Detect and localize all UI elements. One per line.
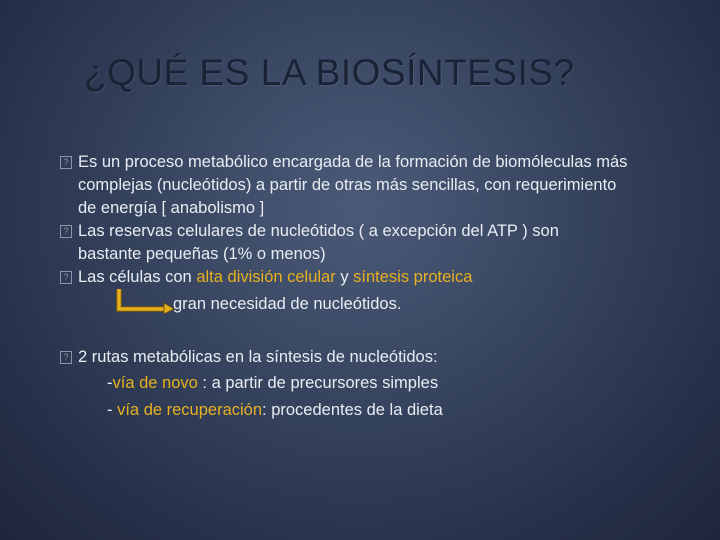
- route-de-novo: [107, 372, 438, 394]
- slide-title: ¿QUÉ ES LA BIOSÍNTESIS?: [84, 52, 575, 93]
- bullet-2-line-2: bastante pequeñas (1% o menos): [78, 245, 326, 263]
- bullet-icon: ?: [60, 351, 72, 364]
- bullet-3-line-2: gran necesidad de nucleótidos.: [173, 295, 402, 313]
- bullet-icon: ?: [60, 271, 72, 284]
- bullet-1-line-1: Es un proceso metabólico encargada de la formación de biomóleculas más: [78, 153, 628, 171]
- route-dash: -: [107, 374, 113, 392]
- highlight-via-de-novo: vía de novo: [112, 374, 198, 392]
- bullet-icon: ?: [60, 225, 72, 238]
- highlight-sintesis-proteica: síntesis proteica: [353, 268, 473, 286]
- bullet-1-line-2: complejas (nucleótidos) a partir de otras más sencillas, con requerimiento: [78, 176, 617, 194]
- bullet-3-text: Las células con: [78, 268, 197, 286]
- bullet-2-line-1: Las reservas celulares de nucleótidos ( a excepción del ATP ) son: [78, 222, 559, 240]
- bullet-4-line-1: 2 rutas metabólicas en la síntesis de nucleótidos:: [78, 348, 438, 366]
- bullet-icon: ?: [60, 156, 72, 169]
- bullet-1-line-3: de energía [ anabolismo ]: [78, 199, 265, 217]
- highlight-alta-division: alta división celular: [196, 268, 336, 286]
- route-recuperacion: [107, 399, 443, 421]
- highlight-via-de-recuperacion: vía de recuperación: [117, 401, 263, 419]
- route-recuperacion-desc: : procedentes de la dieta: [262, 401, 443, 419]
- bullet-3-connector: y: [335, 268, 354, 286]
- route-dash: -: [107, 401, 118, 419]
- route-de-novo-desc: : a partir de precursores simples: [197, 374, 439, 392]
- bullet-3-line-1: [78, 266, 472, 288]
- arrow-icon: [116, 288, 176, 314]
